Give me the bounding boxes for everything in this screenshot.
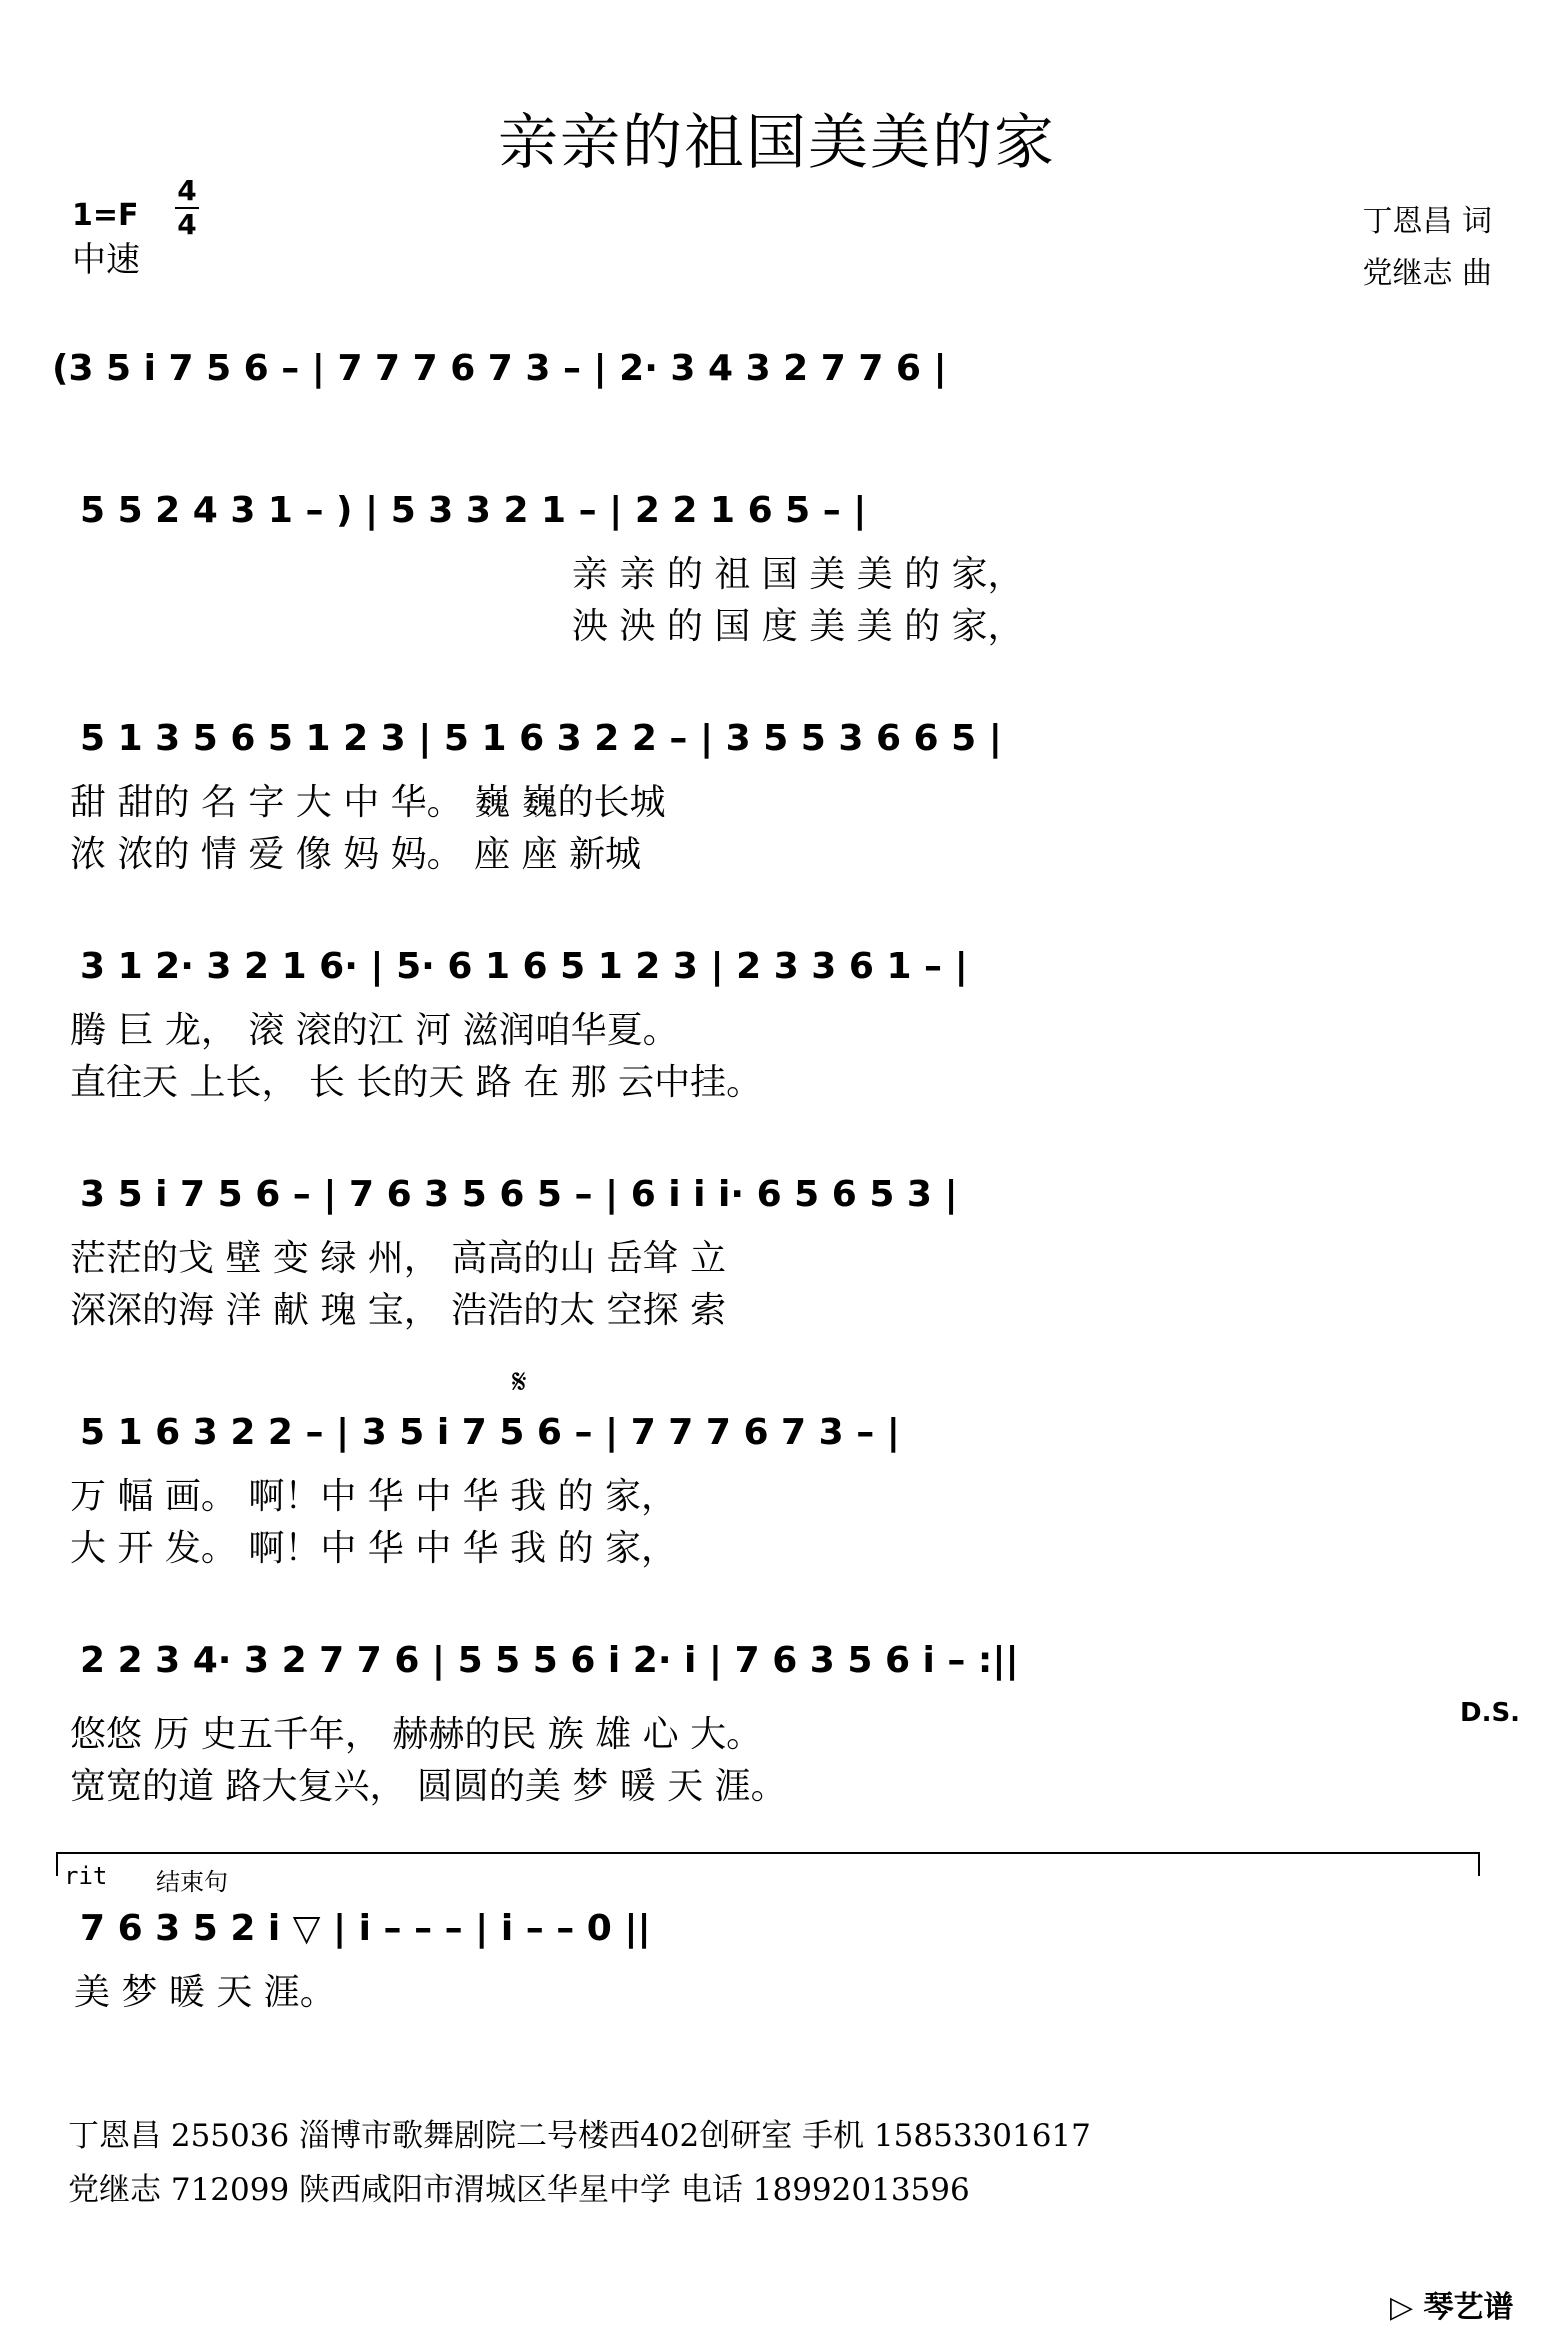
score-row-5-notes: 3 5 i 7 5 6 – | 7 6 3 5 6 5 – | 6 i i i· 6 5 6 5 3 | [80, 1174, 958, 1215]
score-row-5-lyrics-verse-2: 深深的海 洋 献 瑰 宝， 浩浩的太 空探 索 [70, 1290, 727, 1331]
score-row-2-lyrics-verse-2: 泱 泱 的 国 度 美 美 的 家， [572, 606, 1024, 647]
score-row-8-notes: 7 6 3 5 2 i ▽ | i – – – | i – – 0 || [80, 1908, 651, 1949]
score-row-2-notes: 5 5 2 4 3 1 – ) | 5 3 3 2 1 – | 2 2 1 6 5 – | [80, 490, 867, 531]
score-row-5-lyrics-verse-1: 茫茫的戈 壁 变 绿 州， 高高的山 岳耸 立 [70, 1238, 727, 1279]
score-row-4-lyrics-verse-2: 直往天 上长， 长 长的天 路 在 那 云中挂。 [70, 1062, 763, 1103]
footer-contact-lyricist: 丁恩昌 255036 淄博市歌舞剧院二号楼西402创研室 手机 15853301617 [68, 2118, 1091, 2154]
footer-contact-composer: 党继志 712099 陕西咸阳市渭城区华星中学 电话 18992013596 [68, 2172, 970, 2208]
dal-segno-marking: D.S. [1460, 1698, 1521, 1728]
score-row-1-notes: (3 5 i 7 5 6 – | 7 7 7 6 7 3 – | 2· 3 4 3 2 7 7 6 | [52, 348, 947, 389]
score-row-3-notes: 5 1 3 5 6 5 1 2 3 | 5 1 6 3 2 2 – | 3 5 5 3 6 6 5 | [80, 718, 1002, 759]
score-row-4-lyrics-verse-1: 腾 巨 龙， 滚 滚的江 河 滋润咱华夏。 [70, 1010, 679, 1051]
key-signature: 1=F [72, 198, 139, 233]
score-row-6-lyrics-verse-2: 大 开 发。 啊！中 华 中 华 我 的 家， [70, 1528, 677, 1569]
page-title: 亲亲的祖国美美的家 [498, 108, 1056, 178]
score-row-6-lyrics-verse-1: 万 幅 画。 啊！中 华 中 华 我 的 家， [70, 1476, 677, 1517]
segno-sign: 𝄋 [512, 1362, 527, 1402]
score-row-7-lyrics-verse-1: 悠悠 历 史五千年， 赫赫的民 族 雄 心 大。 [70, 1714, 763, 1755]
score-row-3-lyrics-verse-2: 浓 浓的 情 爱 像 妈 妈。 座 座 新城 [70, 834, 641, 875]
ending-label: 结束句 [156, 1868, 228, 1896]
ending-bracket [56, 1852, 1480, 1876]
time-signature-bottom: 4 [177, 208, 197, 241]
score-row-6-notes: 5 1 6 3 2 2 – | 3 5 i 7 5 6 – | 7 7 7 6 7 3 – | [80, 1412, 900, 1453]
composer-credit: 党继志 曲 [1362, 256, 1492, 291]
time-signature [172, 176, 202, 240]
logo-text: 琴艺谱 [1423, 2290, 1514, 2325]
rit-marking: rit [64, 1862, 108, 1890]
logo-icon: ▷ [1390, 2290, 1414, 2325]
score-row-7-notes: 2 2 3 4· 3 2 7 7 6 | 5 5 5 6 i 2· i | 7 6 3 5 6 i – :|| [80, 1640, 1019, 1681]
score-row-7-lyrics-verse-2: 宽宽的道 路大复兴， 圆圆的美 梦 暖 天 涯。 [70, 1766, 787, 1807]
score-row-4-notes: 3 1 2· 3 2 1 6· | 5· 6 1 6 5 1 2 3 | 2 3 3 6 1 – | [80, 946, 968, 987]
score-row-2-lyrics-verse-1: 亲 亲 的 祖 国 美 美 的 家， [572, 554, 1024, 595]
lyricist-credit: 丁恩昌 词 [1362, 204, 1492, 239]
score-row-3-lyrics-verse-1: 甜 甜的 名 字 大 中 华。 巍 巍的长城 [70, 782, 666, 823]
time-signature-top: 4 [177, 174, 197, 207]
site-logo [1390, 2282, 1514, 2326]
score-row-8-lyrics-verse-1: 美 梦 暖 天 涯。 [74, 1972, 336, 2013]
tempo-marking: 中速 [72, 240, 140, 280]
